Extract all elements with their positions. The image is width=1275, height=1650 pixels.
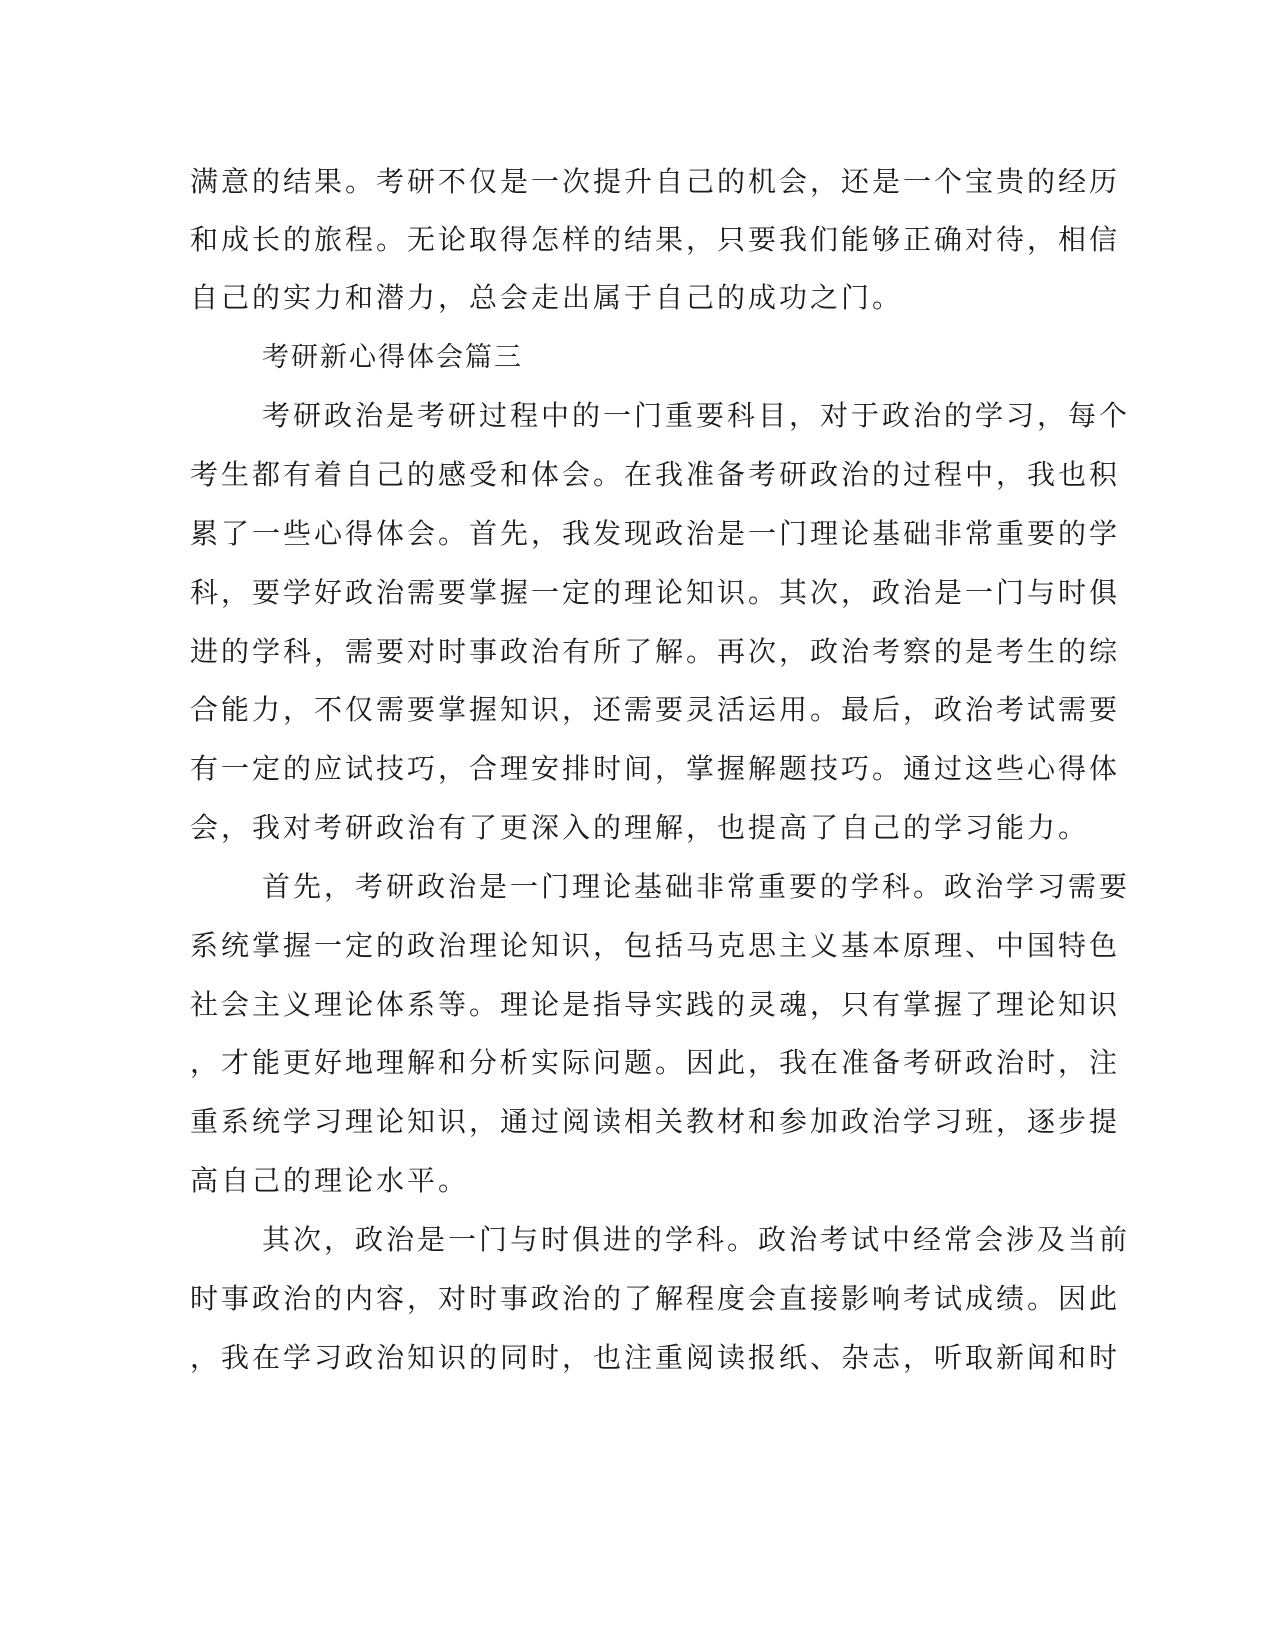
text-line: 科，要学好政治需要掌握一定的理论知识。其次，政治是一门与时俱	[190, 576, 1121, 609]
text-line: 考研政治是考研过程中的一门重要科目，对于政治的学习，每个	[262, 399, 1131, 432]
text-line: 系统掌握一定的政治理论知识，包括马克思主义基本原理、中国特色	[190, 929, 1121, 962]
text-line: 合能力，不仅需要掌握知识，还需要灵活运用。最后，政治考试需要	[190, 693, 1121, 726]
text-line: 满意的结果。考研不仅是一次提升自己的机会，还是一个宝贵的经历	[190, 165, 1121, 198]
text-line: 有一定的应试技巧，合理安排时间，掌握解题技巧。通过这些心得体	[190, 752, 1121, 785]
text-line: 和成长的旅程。无论取得怎样的结果，只要我们能够正确对待，相信	[190, 223, 1121, 256]
text-line: 进的学科，需要对时事政治有所了解。再次，政治考察的是考生的综	[190, 635, 1121, 668]
text-line: ，我在学习政治知识的同时，也注重阅读报纸、杂志，听取新闻和时	[190, 1341, 1121, 1374]
text-line: 时事政治的内容，对时事政治的了解程度会直接影响考试成绩。因此	[190, 1282, 1121, 1315]
text-line: 累了一些心得体会。首先，我发现政治是一门理论基础非常重要的学	[190, 517, 1121, 550]
text-line: 首先，考研政治是一门理论基础非常重要的学科。政治学习需要	[262, 870, 1131, 903]
text-line: 自己的实力和潜力，总会走出属于自己的成功之门。	[190, 281, 904, 314]
text-line: 社会主义理论体系等。理论是指导实践的灵魂，只有掌握了理论知识	[190, 988, 1121, 1021]
text-line: 考生都有着自己的感受和体会。在我准备考研政治的过程中，我也积	[190, 458, 1121, 491]
text-line: 高自己的理论水平。	[190, 1164, 470, 1197]
text-line: ，才能更好地理解和分析实际问题。因此，我在准备考研政治时，注	[190, 1046, 1121, 1079]
section-heading: 考研新心得体会篇三	[262, 342, 523, 373]
text-line: 会，我对考研政治有了更深入的理解，也提高了自己的学习能力。	[190, 811, 1090, 844]
text-line: 重系统学习理论知识，通过阅读相关教材和参加政治学习班，逐步提	[190, 1105, 1121, 1138]
text-line: 其次，政治是一门与时俱进的学科。政治考试中经常会涉及当前	[262, 1223, 1131, 1256]
